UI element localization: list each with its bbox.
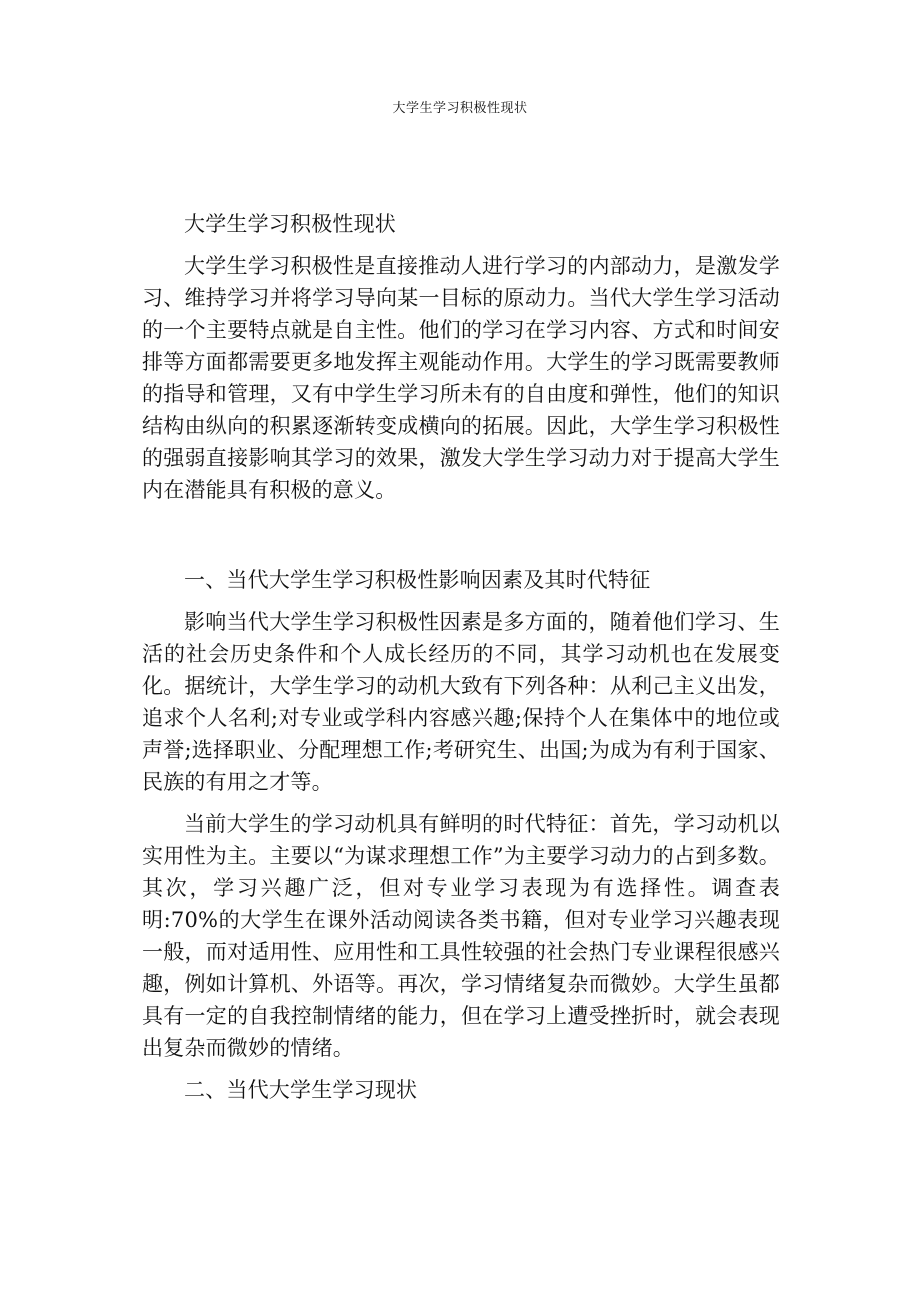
document-title: 大学生学习积极性现状 — [184, 212, 396, 236]
section-2-heading: 二、当代大学生学习现状 — [184, 1078, 418, 1102]
section-1-paragraph-2: 当前大学生的学习动机具有鲜明的时代特征：首先，学习动机以实用性为主。主要以“为谋求理想工作”为主要学习动力的占到多数。其次，学习兴趣广泛，但对专业学习表现为有选择性。调查表明:70%的大学生在课外活动阅读各类书籍，但对专业学习兴趣表现一般，而对适用性、应用性和工具性较强的社会热门专业课程很感兴趣，例如计算机、外语等。再次，学习情绪复杂而微妙。大学生虽都具有一定的自我控制情绪的能力，但在学习上遭受挫折时，就会表现出复杂而微妙的情绪。 — [142, 812, 780, 1060]
spacer — [142, 1064, 780, 1074]
running-header: 大学生学习积极性现状 — [392, 101, 528, 116]
section-1-heading: 一、当代大学生学习积极性影响因素及其时代特征 — [184, 568, 651, 592]
spacer — [142, 596, 780, 606]
spacer — [142, 240, 780, 250]
spacer — [142, 798, 780, 808]
spacer — [142, 506, 780, 552]
intro-paragraph: 大学生学习积极性是直接推动人进行学习的内部动力，是激发学习、维持学习并将学习导向某一目标的原动力。当代大学生学习活动的一个主要特点就是自主性。他们的学习在学习内容、方式和时间安排等方面都需要更多地发挥主观能动作用。大学生的学习既需要教师的指导和管理，又有中学生学习所未有的自由度和弹性，他们的知识结构由纵向的积累逐渐转变成横向的拓展。因此，大学生学习积极性的强弱直接影响其学习的效果，激发大学生学习动力对于提高大学生内在潜能具有积极的意义。 — [142, 254, 780, 502]
document-body — [142, 208, 780, 1106]
section-1-paragraph-1: 影响当代大学生学习积极性因素是多方面的，随着他们学习、生活的社会历史条件和个人成长经历的不同，其学习动机也在发展变化。据统计，大学生学习的动机大致有下列各种：从利己主义出发，追求个人名利;对专业或学科内容感兴趣;保持个人在集体中的地位或声誉;选择职业、分配理想工作;考研究生、出国;为成为有利于国家、民族的有用之才等。 — [142, 610, 780, 794]
